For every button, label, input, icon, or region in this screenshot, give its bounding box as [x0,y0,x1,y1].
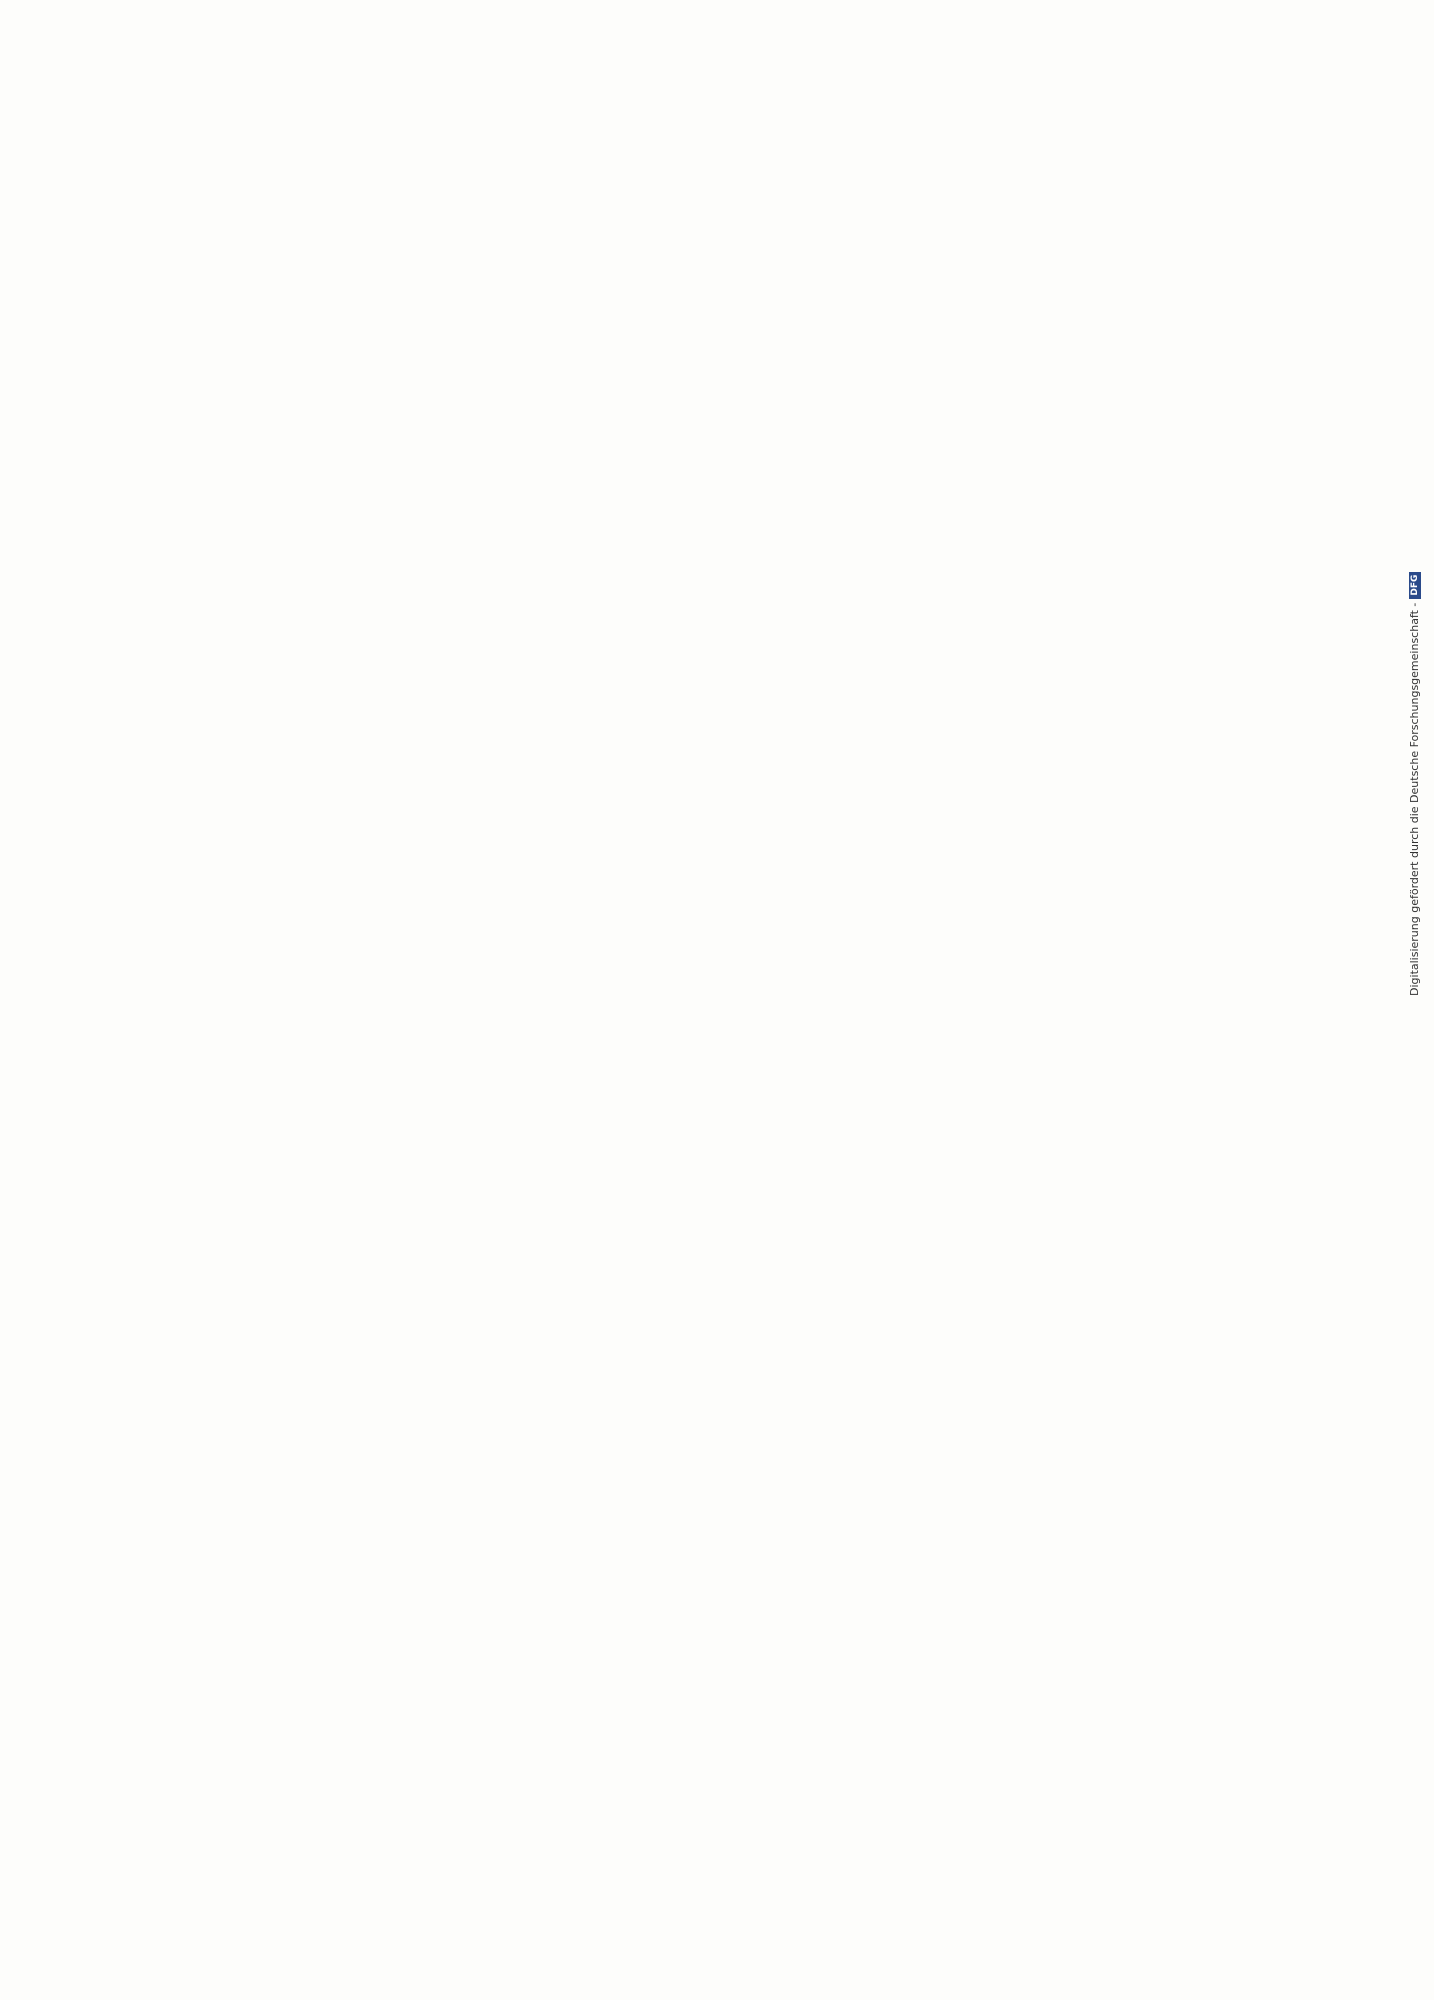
dfg-logo: DFG [1409,572,1421,599]
rotated-page [0,992,8,1976]
credit-text: Digitalisierung gefördert durch die Deutsche Forschungsgemeinschaft - [1408,602,1421,996]
digitization-credit [1408,6,1421,996]
